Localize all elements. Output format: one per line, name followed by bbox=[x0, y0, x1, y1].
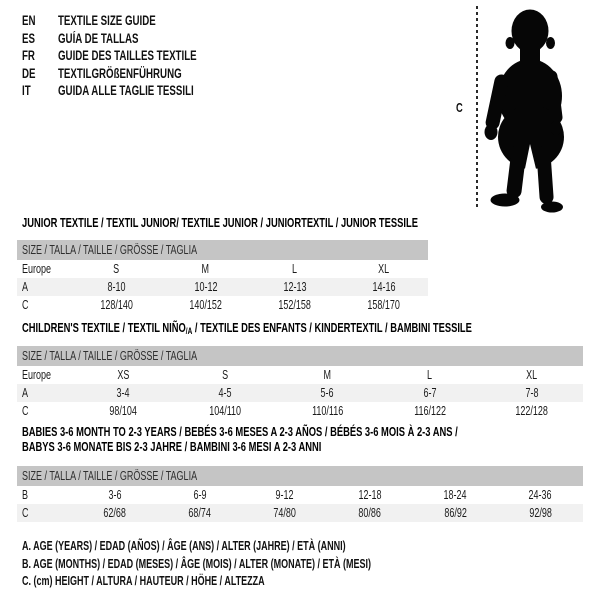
section-title-junior: JUNIOR TEXTILE / TEXTIL JUNIOR/ TEXTILE JUNIOR / JUNIORTEXTIL / JUNIOR TESSILE bbox=[22, 215, 418, 230]
language-row-it bbox=[22, 82, 251, 100]
row-label-cell: A bbox=[22, 386, 29, 400]
table-row-height bbox=[17, 296, 428, 314]
size-header-bar: SIZE / TALLA / TAILLE / GRÖSSE / TAGLIA bbox=[17, 240, 428, 260]
babies-size-table bbox=[17, 466, 583, 522]
table-cell: 5-6 bbox=[320, 386, 335, 400]
table-cell: 6-7 bbox=[423, 386, 437, 400]
language-row-en bbox=[22, 12, 251, 30]
table-cell: 10-12 bbox=[193, 280, 218, 294]
table-cell: 24-36 bbox=[528, 488, 552, 502]
table-cell: 80/86 bbox=[358, 506, 382, 520]
table-cell: 104/110 bbox=[209, 404, 242, 418]
table-cell: 8-10 bbox=[107, 280, 126, 294]
table-row-months bbox=[17, 486, 583, 504]
table-cell: 110/116 bbox=[311, 404, 344, 418]
section-title-babies bbox=[22, 424, 600, 454]
table-cell: 152/158 bbox=[278, 298, 311, 312]
table-row-age bbox=[17, 384, 583, 402]
row-label-cell: C bbox=[22, 298, 29, 312]
table-cell: 128/140 bbox=[100, 298, 133, 312]
figure-height-label: C bbox=[456, 100, 463, 115]
height-measure-dashed-line bbox=[476, 6, 478, 207]
language-title: GUÍA DE TALLAS bbox=[58, 30, 139, 46]
table-cell: 3-4 bbox=[116, 386, 130, 400]
table-cell: 12-13 bbox=[282, 280, 307, 294]
table-cell: 68/74 bbox=[188, 506, 212, 520]
table-cell: 122/128 bbox=[515, 404, 549, 418]
table-cell: M bbox=[201, 262, 210, 276]
language-title: TEXTILE SIZE GUIDE bbox=[58, 13, 156, 29]
children-size-table bbox=[17, 346, 583, 420]
title-line-1: BABIES 3-6 MONTH TO 2-3 YEARS / BEBÉS 3-6 MESES A 2-3 AÑOS / BÉBÉS 3-6 MOIS À 2-3 ANS / bbox=[22, 424, 458, 439]
language-row-es bbox=[22, 30, 251, 48]
title-text: CHILDREN'S TEXTILE / TEXTIL NIÑO bbox=[22, 320, 186, 335]
note-c: C. (cm) HEIGHT / ALTURA / HAUTEUR / HÖHE / ALTEZZA bbox=[22, 574, 265, 589]
language-code: ES bbox=[22, 30, 35, 46]
table-cell: XS bbox=[117, 368, 130, 382]
table-cell: 3-6 bbox=[108, 488, 122, 502]
table-cell: 6-9 bbox=[193, 488, 207, 502]
row-label-cell: B bbox=[22, 488, 29, 502]
language-title: TEXTILGRÖßENFÜHRUNG bbox=[58, 65, 182, 81]
table-cell: L bbox=[291, 262, 297, 276]
language-code: IT bbox=[22, 83, 31, 99]
row-label-cell: Europe bbox=[22, 368, 52, 382]
section-title-children bbox=[22, 320, 600, 339]
table-cell: 7-8 bbox=[525, 386, 539, 400]
table-cell: 158/170 bbox=[367, 298, 400, 312]
table-cell: M bbox=[323, 368, 332, 382]
table-cell: XL bbox=[526, 368, 538, 382]
row-label-cell: C bbox=[22, 404, 29, 418]
legend-notes bbox=[22, 537, 507, 590]
note-a: A. AGE (YEARS) / EDAD (AÑOS) / ÂGE (ANS) / ALTER (JAHRE) / ETÀ (ANNI) bbox=[22, 538, 346, 553]
row-label-cell: A bbox=[22, 280, 29, 294]
table-cell: 86/92 bbox=[444, 506, 467, 520]
title-subscript: /A bbox=[185, 326, 193, 336]
table-cell: 74/80 bbox=[273, 506, 297, 520]
table-cell: 92/98 bbox=[529, 506, 552, 520]
table-cell: 116/122 bbox=[413, 404, 446, 418]
table-cell: 140/152 bbox=[189, 298, 222, 312]
note-b: B. AGE (MONTHS) / EDAD (MESES) / ÂGE (MOIS) / ALTER (MONATE) / ETÀ (MESI) bbox=[22, 556, 371, 571]
table-cell: 62/68 bbox=[103, 506, 126, 520]
table-cell: 4-5 bbox=[218, 386, 232, 400]
table-cell: 14-16 bbox=[371, 280, 396, 294]
table-row-europe bbox=[17, 366, 583, 384]
row-label-cell: Europe bbox=[22, 262, 52, 276]
size-header-bar: SIZE / TALLA / TAILLE / GRÖSSE / TAGLIA bbox=[17, 346, 583, 366]
title-text: / TEXTILE DES ENFANTS / KINDERTEXTIL / BAMBINI TESSILE bbox=[192, 320, 472, 335]
language-list bbox=[22, 12, 251, 100]
table-cell: 18-24 bbox=[443, 488, 467, 502]
language-row-de bbox=[22, 65, 251, 83]
table-cell: XL bbox=[377, 262, 389, 276]
language-row-fr bbox=[22, 47, 251, 65]
table-cell: S bbox=[222, 368, 229, 382]
table-cell: 98/104 bbox=[109, 404, 137, 418]
table-row-height bbox=[17, 504, 583, 522]
language-title: GUIDA ALLE TAGLIE TESSILI bbox=[58, 83, 194, 99]
language-title: GUIDE DES TAILLES TEXTILE bbox=[58, 48, 197, 64]
row-label-cell: C bbox=[22, 506, 29, 520]
table-row-europe bbox=[17, 260, 428, 278]
title-line-2: BABYS 3-6 MONATE BIS 2-3 JAHRE / BAMBINI 3-6 MESI A 2-3 ANNI bbox=[22, 439, 322, 454]
size-header-bar: SIZE / TALLA / TAILLE / GRÖSSE / TAGLIA bbox=[17, 466, 583, 486]
table-row-age bbox=[17, 278, 428, 296]
table-cell: L bbox=[427, 368, 433, 382]
language-code: EN bbox=[22, 13, 36, 29]
language-code: FR bbox=[22, 48, 35, 64]
table-row-height bbox=[17, 402, 583, 420]
junior-size-table bbox=[17, 240, 428, 314]
table-cell: 12-18 bbox=[358, 488, 382, 502]
table-cell: S bbox=[113, 262, 120, 276]
baby-silhouette-icon bbox=[483, 6, 567, 214]
language-code: DE bbox=[22, 65, 36, 81]
table-cell: 9-12 bbox=[275, 488, 294, 502]
